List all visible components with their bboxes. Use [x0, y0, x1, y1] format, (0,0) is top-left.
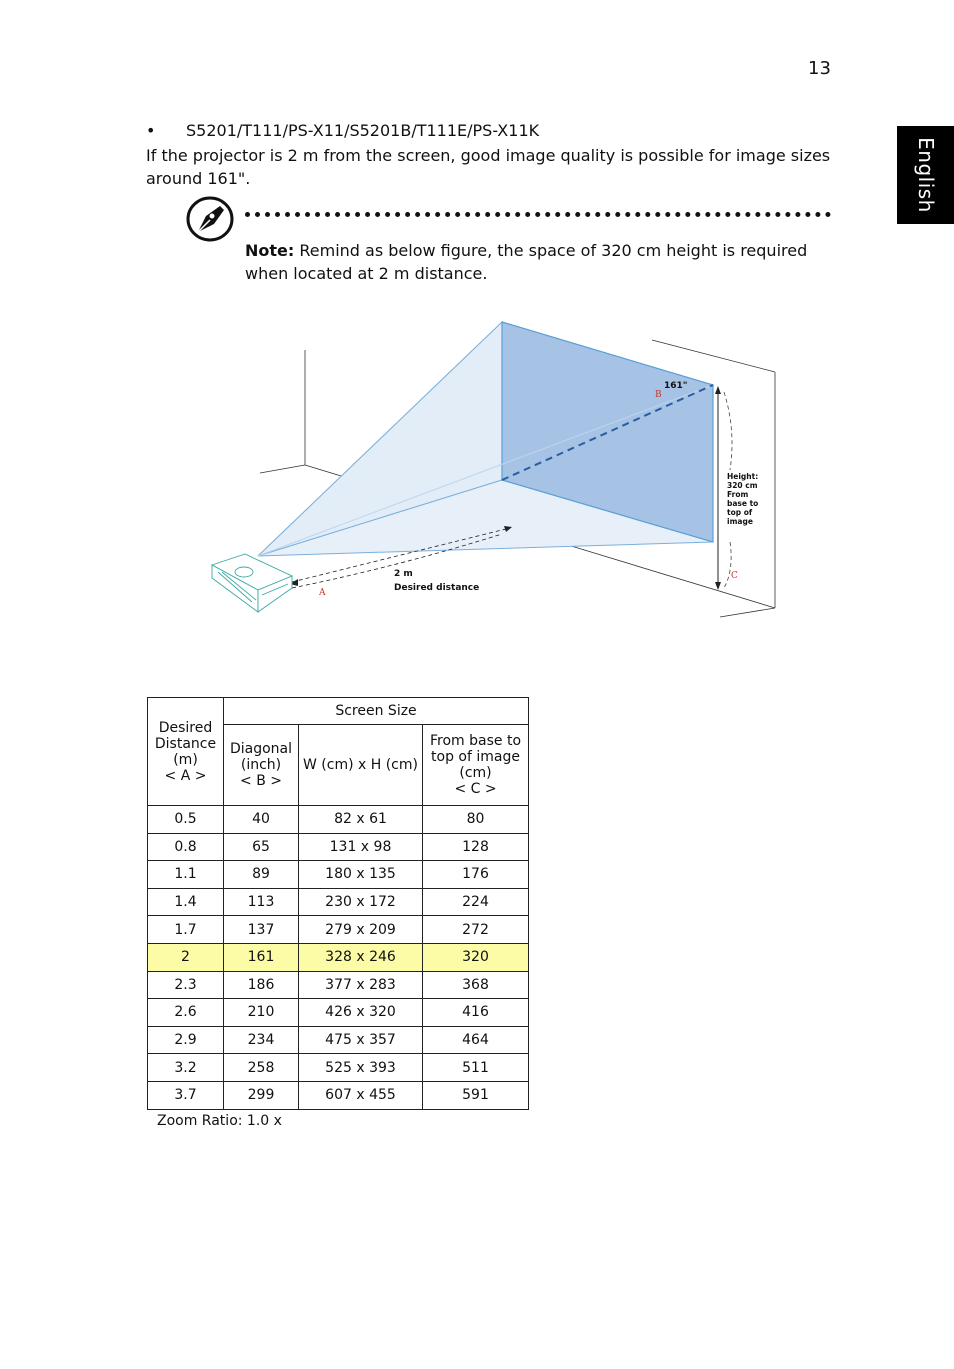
marker-c: C — [731, 571, 738, 581]
table-row — [148, 971, 529, 999]
cell-distance: 0.8 — [148, 833, 224, 861]
cell-diagonal: 40 — [224, 806, 299, 834]
header-line: (cm) — [459, 765, 492, 781]
cell-width-height: 607 x 455 — [299, 1081, 423, 1109]
note-text: Remind as below figure, the space of 320 cm height is required when located at 2 m distance. — [245, 241, 808, 283]
header-line: top of image — [431, 749, 520, 765]
cell-width-height: 525 x 393 — [299, 1054, 423, 1082]
height-arrow-bottom — [715, 582, 721, 590]
table-row — [148, 888, 529, 916]
header-diagonal — [224, 725, 299, 806]
table-row — [148, 1026, 529, 1054]
cell-diagonal: 186 — [224, 971, 299, 999]
intro-paragraph: If the projector is 2 m from the screen, good image quality is possible for image sizes around 161". — [146, 146, 831, 188]
cell-distance: 2.6 — [148, 999, 224, 1027]
header-line: Distance — [154, 735, 217, 752]
cell-distance: 1.4 — [148, 888, 224, 916]
cell-diagonal: 89 — [224, 861, 299, 889]
marker-b: B — [655, 390, 662, 400]
note-pen-icon — [186, 196, 234, 242]
model-names: S5201/T111/PS-X11/S5201B/T111E/PS-X11K — [186, 121, 540, 140]
distance-value: 2 m — [394, 569, 413, 579]
table-row — [148, 833, 529, 861]
table-row — [148, 1081, 529, 1109]
table-row — [148, 916, 529, 944]
projection-diagram — [200, 310, 790, 630]
cell-distance: 0.5 — [148, 806, 224, 834]
cell-distance: 3.7 — [148, 1081, 224, 1109]
room-floor-edge-left — [260, 465, 305, 473]
cell-image-height: 272 — [423, 916, 529, 944]
distance-caption: Desired distance — [394, 583, 480, 593]
room-floor-edge-right — [720, 608, 775, 617]
height-line: base to — [727, 499, 759, 508]
header-line: < B > — [240, 773, 282, 789]
height-line: top of — [727, 508, 753, 517]
cell-image-height: 368 — [423, 971, 529, 999]
cell-diagonal: 137 — [224, 916, 299, 944]
cell-image-height: 320 — [423, 943, 529, 971]
room-ceiling-edge — [652, 340, 775, 372]
header-screen-size: Screen Size — [224, 698, 529, 725]
header-line: Diagonal — [229, 741, 293, 757]
cell-distance: 1.1 — [148, 861, 224, 889]
cell-diagonal: 258 — [224, 1054, 299, 1082]
cell-image-height: 176 — [423, 861, 529, 889]
cell-width-height: 426 x 320 — [299, 999, 423, 1027]
cell-diagonal: 299 — [224, 1081, 299, 1109]
cell-distance: 2.9 — [148, 1026, 224, 1054]
cell-diagonal: 210 — [224, 999, 299, 1027]
height-line: Height: — [727, 472, 759, 481]
cell-distance: 3.2 — [148, 1054, 224, 1082]
header-line: < C > — [454, 781, 497, 797]
height-line: image — [727, 517, 753, 526]
header-desired-distance — [148, 698, 224, 806]
cell-image-height: 464 — [423, 1026, 529, 1054]
cell-image-height: 416 — [423, 999, 529, 1027]
header-line: (m) — [173, 751, 198, 768]
note-label: Note: — [245, 241, 295, 260]
height-arc-bottom — [724, 542, 731, 588]
model-list — [146, 121, 539, 140]
cell-diagonal: 161 — [224, 943, 299, 971]
height-arc-top — [724, 392, 732, 470]
cell-width-height: 475 x 357 — [299, 1026, 423, 1054]
height-line: From — [727, 490, 749, 499]
bullet-icon: • — [146, 121, 156, 140]
note — [245, 239, 835, 285]
header-line: Desired — [158, 719, 213, 736]
language-tab-label: English — [913, 137, 938, 213]
cell-width-height: 230 x 172 — [299, 888, 423, 916]
zoom-ratio-note: Zoom Ratio: 1.0 x — [157, 1113, 282, 1129]
table-row — [148, 806, 529, 834]
cell-image-height: 128 — [423, 833, 529, 861]
header-line: < A > — [164, 767, 207, 784]
cell-diagonal: 65 — [224, 833, 299, 861]
cell-width-height: 131 x 98 — [299, 833, 423, 861]
cell-width-height: 180 x 135 — [299, 861, 423, 889]
cell-distance: 1.7 — [148, 916, 224, 944]
height-arrow-top — [715, 386, 721, 394]
table-row — [148, 1054, 529, 1082]
table-row — [148, 861, 529, 889]
cell-width-height: 279 x 209 — [299, 916, 423, 944]
header-width-height: W (cm) x H (cm) — [299, 725, 423, 806]
cell-diagonal: 113 — [224, 888, 299, 916]
cell-distance: 2 — [148, 943, 224, 971]
cell-width-height: 328 x 246 — [299, 943, 423, 971]
height-line: 320 cm — [727, 481, 758, 490]
cell-distance: 2.3 — [148, 971, 224, 999]
header-line: From base to — [430, 733, 522, 749]
cell-width-height: 82 x 61 — [299, 806, 423, 834]
table-row — [148, 999, 529, 1027]
cell-image-height: 591 — [423, 1081, 529, 1109]
cell-width-height: 377 x 283 — [299, 971, 423, 999]
header-line: (inch) — [240, 757, 282, 773]
cell-image-height: 80 — [423, 806, 529, 834]
table-body — [148, 806, 529, 1110]
cell-image-height: 224 — [423, 888, 529, 916]
screen-size-table — [147, 697, 529, 1110]
height-caption — [727, 472, 758, 526]
page-number: 13 — [808, 58, 831, 79]
table-row — [148, 943, 529, 971]
marker-a: A — [319, 588, 326, 598]
cell-image-height: 511 — [423, 1054, 529, 1082]
language-tab — [897, 126, 954, 224]
projector-icon — [212, 554, 292, 612]
note-divider — [245, 212, 831, 217]
cell-diagonal: 234 — [224, 1026, 299, 1054]
header-image-height — [423, 725, 529, 806]
diagonal-label: 161" — [664, 381, 688, 391]
